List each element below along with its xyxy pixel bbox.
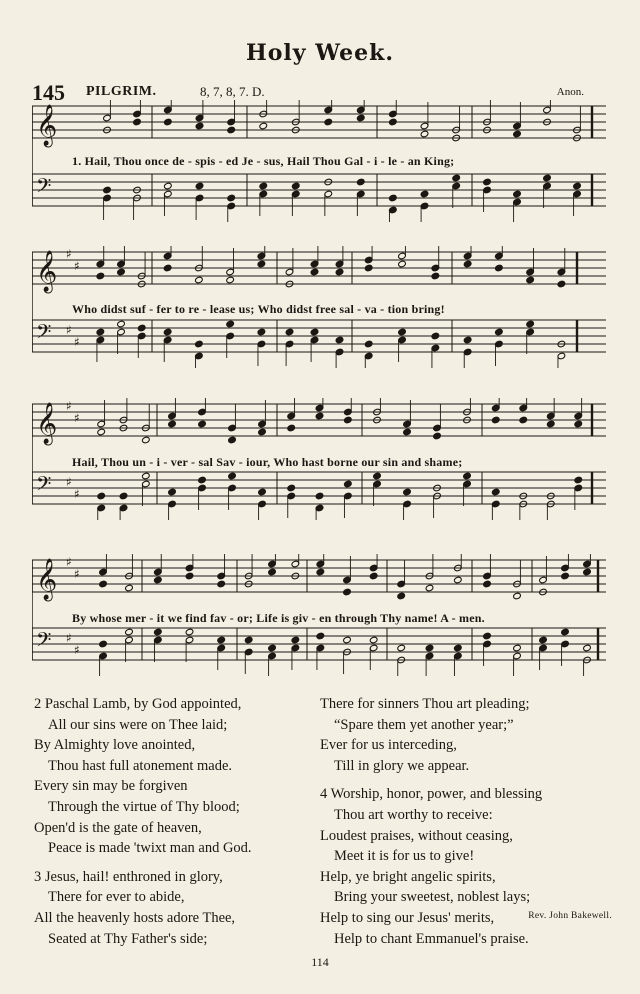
note-head	[420, 190, 429, 198]
note-head	[268, 644, 277, 652]
note-head	[454, 644, 463, 652]
note-head	[168, 488, 177, 496]
note-head	[198, 476, 207, 484]
note-head	[343, 588, 352, 596]
verse-line: Help to chant Emmanuel's praise.	[334, 930, 529, 947]
note-head	[198, 420, 207, 428]
verse-line: Bring your sweetest, noblest lays;	[334, 889, 531, 906]
verse-line: Ever for us interceding,	[320, 737, 457, 754]
note-head	[195, 182, 204, 190]
note-head	[513, 130, 522, 138]
note-head	[154, 576, 163, 584]
note-head	[557, 280, 566, 288]
note-head	[344, 480, 353, 488]
note-head	[117, 320, 126, 328]
note-head	[397, 644, 406, 652]
note-head	[164, 182, 173, 190]
bass-clef-icon: 𝄢	[36, 320, 52, 348]
note-head	[125, 628, 134, 636]
verse-line: Every sin may be forgiven	[34, 778, 188, 795]
sharp-icon: ♯	[74, 259, 80, 273]
verse-line: Help, ye bright angelic spirits,	[320, 868, 496, 885]
sharp-icon: ♯	[66, 247, 72, 261]
note-head	[285, 328, 294, 336]
verses-left-column	[34, 694, 304, 949]
sharp-icon: ♯	[74, 411, 80, 425]
note-head	[398, 328, 407, 336]
note-head	[96, 272, 105, 280]
note-head	[324, 118, 333, 126]
note-head	[526, 276, 535, 284]
note-head	[364, 340, 373, 348]
note-head	[425, 584, 434, 592]
lyric-line-1: 1. Hail, Thou once de - spis - ed Je - sus, Hail Thou Gal - i - le - an King;	[72, 154, 455, 168]
note-head	[133, 118, 142, 126]
note-head	[403, 488, 412, 496]
note-head	[287, 484, 296, 492]
bass-clef-icon: 𝄢	[36, 174, 52, 202]
note-head	[561, 572, 570, 580]
music-system-2	[32, 246, 608, 368]
note-head	[574, 420, 583, 428]
lyric-line-4: By whose mer - it we find fav - or; Life is giv - en through Thy name! A - men.	[72, 611, 485, 625]
note-head	[420, 130, 429, 138]
note-head	[495, 328, 504, 336]
music-system-4	[32, 554, 608, 676]
note-head	[227, 194, 236, 202]
lyric-line-3: Hail, Thou un - i - ver - sal Sav - iour, Who hast borne our sin and shame;	[72, 455, 463, 469]
note-head	[519, 416, 528, 424]
sharp-icon: ♯	[66, 323, 72, 337]
page-number: 114	[311, 955, 329, 969]
note-head	[97, 492, 106, 500]
note-head	[344, 416, 353, 424]
hymn-author: Rev. John Bakewell.	[528, 911, 612, 921]
note-head	[561, 628, 570, 636]
note-head	[195, 122, 204, 130]
note-head	[103, 186, 112, 194]
note-head	[125, 584, 134, 592]
note-head	[163, 328, 172, 336]
composer: Anon.	[556, 86, 584, 98]
verse-line: Through the virtue of Thy blood;	[48, 798, 240, 815]
note-head	[119, 492, 128, 500]
note-head	[369, 572, 378, 580]
sharp-icon: ♯	[66, 475, 72, 489]
meter: 8, 7, 8, 7. D.	[200, 84, 265, 99]
verse-line: Loudest praises, without ceasing,	[320, 827, 513, 844]
note-head	[316, 632, 325, 640]
verse-line: All the heavenly hosts adore Thee,	[34, 909, 236, 926]
note-head	[96, 328, 105, 336]
note-head	[389, 118, 398, 126]
note-head	[99, 640, 108, 648]
note-head	[526, 320, 535, 328]
tune-name: PILGRIM.	[86, 84, 157, 99]
note-head	[463, 336, 472, 344]
verse-line: By Almighty love anointed,	[34, 737, 196, 754]
sharp-icon: ♯	[66, 399, 72, 413]
note-head	[154, 628, 163, 636]
bass-clef-icon: 𝄢	[36, 472, 52, 500]
note-head	[164, 118, 173, 126]
note-head	[185, 572, 194, 580]
note-head	[356, 178, 365, 186]
lyric-line-2: Who didst suf - fer to re - lease us; Who didst free sal - va - tion bring!	[72, 302, 445, 316]
note-head	[574, 476, 583, 484]
note-head	[364, 264, 373, 272]
note-head	[583, 568, 592, 576]
treble-clef-icon: 𝄞	[36, 559, 58, 600]
note-head	[259, 182, 268, 190]
verse-line: All our sins were on Thee laid;	[48, 716, 228, 733]
note-head	[226, 276, 235, 284]
note-head	[97, 428, 106, 436]
verse-line: There for sinners Thou art pleading;	[320, 696, 530, 712]
note-head	[483, 580, 492, 588]
note-head	[431, 332, 440, 340]
note-head	[195, 276, 204, 284]
note-head	[117, 268, 126, 276]
note-head	[369, 636, 378, 644]
verse-line: There for ever to abide,	[48, 889, 185, 906]
note-head	[335, 336, 344, 344]
note-head	[217, 636, 226, 644]
note-head	[142, 472, 151, 480]
music-system-3	[32, 398, 608, 520]
verse-line: Thou art worthy to receive:	[334, 806, 493, 823]
note-head	[257, 260, 266, 268]
treble-clef-icon: 𝄞	[36, 251, 58, 292]
verse-line: 4 Worship, honor, power, and blessing	[320, 786, 543, 803]
sharp-icon: ♯	[66, 631, 72, 645]
note-head	[403, 428, 412, 436]
note-head	[226, 320, 235, 328]
verse-line: Till in glory we appear.	[334, 757, 470, 774]
verse-line: 3 Jesus, hail! enthroned in glory,	[34, 868, 223, 885]
section-title: Holy Week.	[245, 40, 395, 66]
verse-line: “Spare them yet another year;”	[334, 716, 514, 733]
note-head	[356, 114, 365, 122]
note-head	[258, 428, 267, 436]
verse-line: Thou hast full atonement made.	[48, 757, 233, 774]
note-head	[463, 260, 472, 268]
note-head	[483, 632, 492, 640]
verse-gap	[320, 776, 620, 784]
note-head	[513, 190, 522, 198]
verse-line: Peace is made 'twixt man and God.	[48, 840, 252, 857]
note-head	[398, 260, 407, 268]
note-head	[228, 436, 237, 444]
note-head	[291, 182, 300, 190]
note-head	[546, 420, 555, 428]
note-head	[217, 580, 226, 588]
note-head	[228, 472, 237, 480]
sharp-icon: ♯	[74, 567, 80, 581]
note-head	[185, 628, 194, 636]
note-head	[287, 424, 296, 432]
note-head	[291, 636, 300, 644]
music-system-1	[32, 100, 608, 222]
verse-line: Meet it is for us to give!	[334, 848, 475, 865]
hymn-number: 145	[32, 80, 65, 105]
note-head	[227, 126, 236, 134]
note-head	[483, 178, 492, 186]
note-head	[431, 272, 440, 280]
note-head	[310, 268, 319, 276]
note-head	[373, 472, 382, 480]
note-head	[316, 568, 325, 576]
verse-gap	[34, 859, 304, 867]
note-head	[343, 636, 352, 644]
note-head	[315, 492, 324, 500]
note-head	[137, 324, 146, 332]
bass-clef-icon: 𝄢	[36, 628, 52, 656]
note-head	[168, 420, 177, 428]
note-head	[142, 436, 151, 444]
verse-line: Open'd is the gate of heaven,	[34, 819, 202, 836]
note-head	[495, 264, 504, 272]
note-head	[491, 488, 500, 496]
sharp-icon: ♯	[74, 643, 80, 657]
note-head	[513, 644, 522, 652]
verse-line: 2 Paschal Lamb, by God appointed,	[34, 696, 242, 712]
note-head	[259, 122, 268, 130]
note-head	[513, 592, 522, 600]
note-head	[335, 268, 344, 276]
note-head	[433, 432, 442, 440]
note-head	[258, 488, 267, 496]
note-head	[452, 174, 461, 182]
note-head	[195, 340, 204, 348]
note-head	[583, 644, 592, 652]
sharp-icon: ♯	[74, 335, 80, 349]
sharp-icon: ♯	[66, 555, 72, 569]
note-head	[163, 264, 172, 272]
note-head	[315, 412, 324, 420]
note-head	[268, 568, 277, 576]
note-head	[257, 328, 266, 336]
verse-line: Seated at Thy Father's side;	[48, 930, 208, 947]
note-head	[310, 328, 319, 336]
sharp-icon: ♯	[74, 487, 80, 501]
note-head	[244, 636, 253, 644]
verse-line: Help to sing our Jesus' merits,	[320, 909, 495, 926]
treble-clef-icon: 𝄞	[36, 105, 58, 146]
treble-clef-icon: 𝄞	[36, 403, 58, 444]
note-head	[425, 644, 434, 652]
note-head	[573, 182, 582, 190]
note-head	[491, 416, 500, 424]
note-head	[99, 580, 108, 588]
note-head	[539, 636, 548, 644]
note-head	[543, 174, 552, 182]
note-head	[397, 592, 406, 600]
note-head	[389, 194, 398, 202]
note-head	[454, 576, 463, 584]
note-head	[463, 472, 472, 480]
